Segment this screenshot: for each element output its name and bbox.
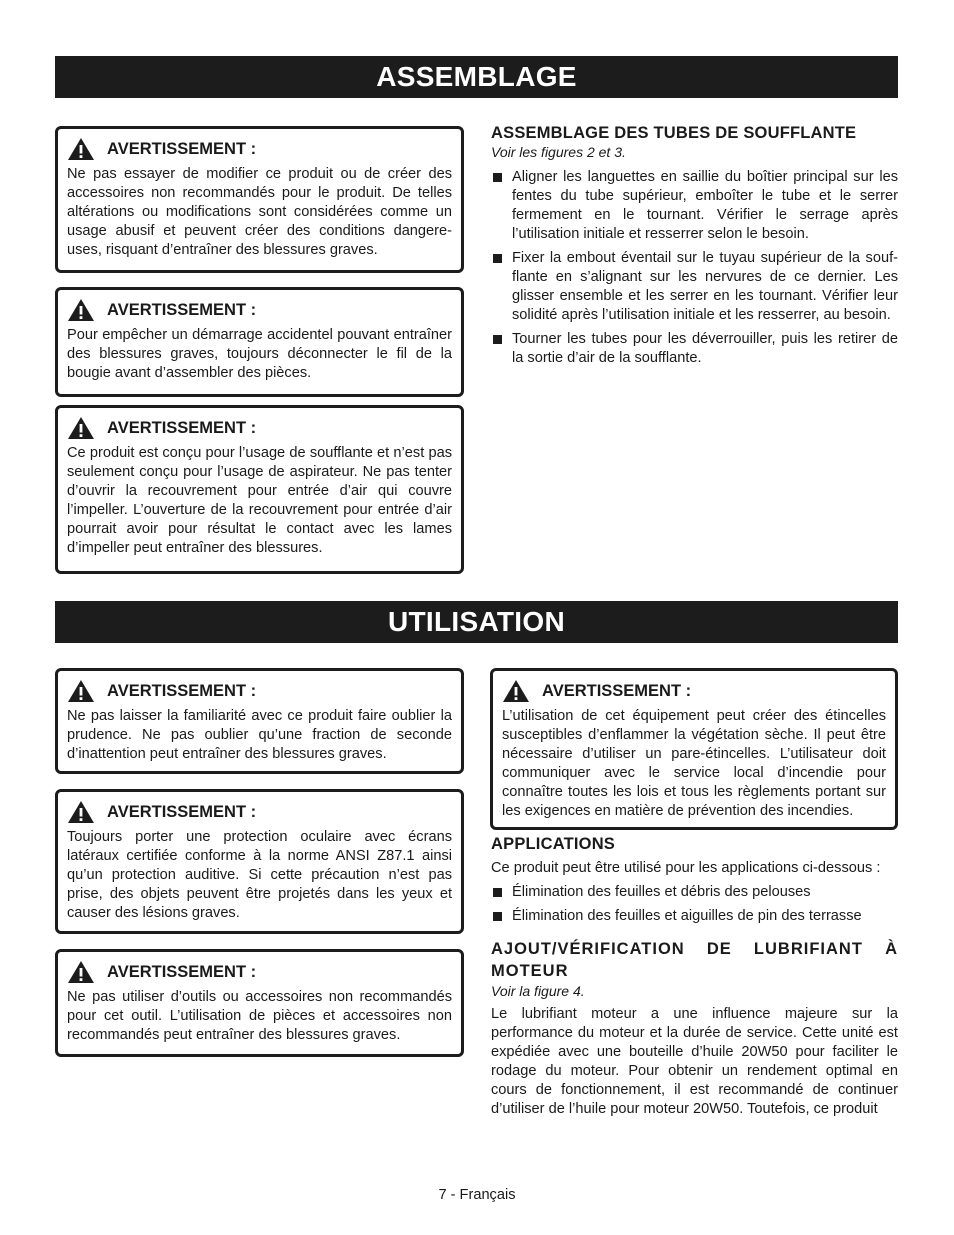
applications-section (491, 835, 898, 931)
section-banner-utilisation: UTILISATION (55, 601, 898, 643)
warning-box (55, 287, 464, 397)
warning-triangle-icon (502, 679, 530, 703)
warning-title: AVERTISSEMENT : (107, 681, 257, 700)
list-item: Fixer la embout éventail sur le tuyau supérieur de la souf-flante en s’alignant sur les nervures de ce dernier. Les glisser ensemble et les serrer en les tournant. Vérifier leur solidité après l’utilisation initiale et les resserrer, au besoin. (491, 249, 898, 325)
warning-triangle-icon (67, 416, 95, 440)
warning-title: AVERTISSEMENT : (542, 681, 692, 700)
warning-title: AVERTISSEMENT : (107, 802, 257, 821)
tubes-section (491, 124, 898, 373)
warning-text: Ne pas laisser la familiarité avec ce produit faire oublier la prudence. Ne pas oublier qu’une fraction de seconde d’inattention peut entraîner des blessures graves. (67, 708, 452, 762)
applications-intro: Ce produit peut être utilisé pour les applications ci-dessous : (491, 860, 881, 876)
list-item: Élimination des feuilles et aiguilles de pin des terrasse (491, 907, 898, 926)
lubrifiant-heading: AJOUT/VÉRIFICATION DE LUBRIFIANT À MOTEUR (491, 940, 898, 980)
warning-box (55, 126, 464, 273)
warning-box (55, 789, 464, 934)
warning-triangle-icon (67, 298, 95, 322)
warning-text: L’utilisation de cet équipement peut créer des étincelles susceptibles d’enflammer la végétation sèche. Il peut être nécessaire d’utiliser un pare-étincelles. L’utilisateur doit communiquer avec le service local d’incendie pour connaître toutes les lois et tous les règlements portant sur les exigences en matière de prévention des incendies. (502, 708, 886, 819)
list-item: Tourner les tubes pour les déverrouiller, puis les retirer de la sortie d’air de la soufflante. (491, 330, 898, 368)
tubes-list (491, 168, 898, 368)
warning-title: AVERTISSEMENT : (107, 139, 257, 158)
warning-box (55, 668, 464, 774)
page-number: 7 - Français (438, 1187, 516, 1203)
warning-triangle-icon (67, 137, 95, 161)
section-banner-assemblage: ASSEMBLAGE (55, 56, 898, 98)
warning-title: AVERTISSEMENT : (107, 418, 257, 437)
tubes-heading: ASSEMBLAGE DES TUBES DE SOUFFLANTE (491, 124, 857, 142)
applications-list (491, 883, 898, 926)
warning-text: Ne pas essayer de modifier ce produit ou de créer des accessoires non recommandés pour le produit. De telles altérations ou modifications sont considérées comme un usage abusif et peuvent créer des conditions dangere-uses, risquant d’entraîner des blessures graves. (67, 166, 452, 258)
warning-text: Pour empêcher un démarrage accidentel pouvant entraîner des blessures graves, toujours déconnecter le fil de la bougie avant d’assembler des pièces. (67, 327, 452, 381)
warning-title: AVERTISSEMENT : (107, 300, 257, 319)
warning-triangle-icon (67, 679, 95, 703)
warning-box (55, 405, 464, 574)
warning-text: Toujours porter une protection oculaire avec écrans latéraux certifiée conforme à la norme ANSI Z87.1 ainsi qu’un protection auditive. Si cette précaution n’est pas prise, des objets peuvent être projetés dans les yeux et causer des lésions graves. (67, 829, 452, 921)
list-item: Élimination des feuilles et débris des pelouses (491, 883, 898, 902)
tubes-figure-ref: Voir les figures 2 et 3. (491, 144, 626, 160)
warning-triangle-icon (67, 960, 95, 984)
warning-box (55, 949, 464, 1057)
warning-triangle-icon (67, 800, 95, 824)
warning-box (490, 668, 898, 830)
warning-text: Ne pas utiliser d’outils ou accessoires non recommandés pour cet outil. L’utilisation de pièces et accessoires non recommandés peut entraîner des blessures graves. (67, 989, 452, 1043)
lubrifiant-section (491, 938, 898, 1119)
applications-heading: APPLICATIONS (491, 835, 616, 853)
lubrifiant-text: Le lubrifiant moteur a une influence majeure sur la performance du moteur et la durée de service. Cette unité est expédiée avec une bouteille d’huile 20W50 pour faciliter le rodage du moteur. Pour obtenir un rendement optimal en cours de fonctionnement, il est recommandé de continuer d’utiliser de l’huile pour moteur 20W50. Toutefois, ce produit (491, 1006, 898, 1117)
warning-text: Ce produit est conçu pour l’usage de soufflante et n’est pas seulement conçu pour l’usage de aspirateur. Ne pas tenter d’ouvrir la recouvrement pour entrée d’air qui couvre l’impeller. L’ouverture de la recouvrement pour entrée d’air pourrait avoir pour résultat le contact avec les lames d’impeller peut entraîner des blessures. (67, 445, 452, 556)
list-item: Aligner les languettes en saillie du boîtier principal sur les fentes du tube supérieur, emboîter le tube et le serrer fermement en le tournant. Vérifier le serrage après l’utilisation initiale et resserrer selon le besoin. (491, 168, 898, 244)
warning-title: AVERTISSEMENT : (107, 962, 257, 981)
lubrifiant-figure-ref: Voir la figure 4. (491, 983, 585, 999)
